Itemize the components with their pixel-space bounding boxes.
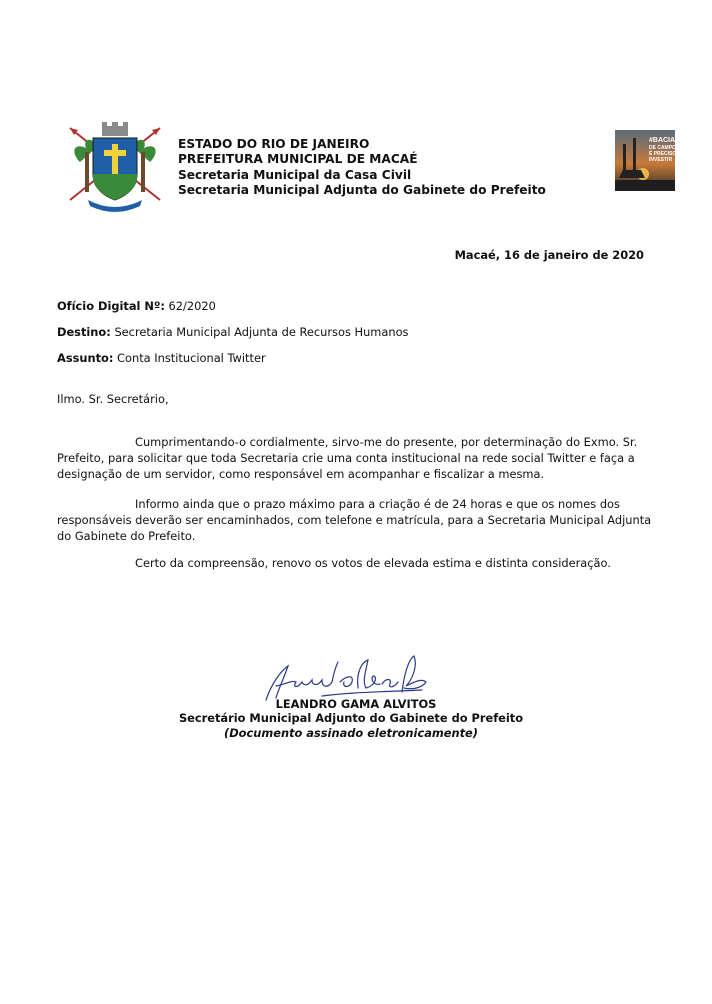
signer-title: Secretário Municipal Adjunto do Gabinete do Prefeito	[178, 711, 524, 725]
letterhead	[178, 137, 546, 199]
signer-name: LEANDRO GAMA ALVITOS	[275, 697, 437, 711]
destino-value: Secretaria Municipal Adjunta de Recursos Humanos	[114, 325, 409, 339]
document-date: Macaé, 16 de janeiro de 2020	[454, 248, 644, 262]
body-paragraph-3-text: Certo da compreensão, renovo os votos de elevada estima e distinta consideração.	[135, 556, 611, 570]
badge-text-4: INVESTIR	[649, 157, 673, 163]
assunto-label: Assunto:	[57, 351, 114, 365]
assunto-value: Conta Institucional Twitter	[117, 351, 266, 365]
salutation: Ilmo. Sr. Secretário,	[57, 392, 169, 406]
header-prefecture: PREFEITURA MUNICIPAL DE MACAÉ	[178, 152, 418, 167]
header-state: ESTADO DO RIO DE JANEIRO	[178, 137, 370, 151]
assunto-field	[57, 351, 266, 365]
header-secretariat: Secretaria Municipal da Casa Civil	[178, 167, 412, 182]
badge-text-1: #BACIA	[649, 137, 676, 144]
oficio-field	[57, 299, 216, 313]
oficio-label: Ofício Digital Nº:	[57, 299, 165, 313]
badge-text-2: DE CAMPOS	[649, 145, 680, 151]
destino-label: Destino:	[57, 325, 111, 339]
municipal-coat-of-arms	[66, 122, 164, 212]
body-paragraph-2-text: Informo ainda que o prazo máximo para a criação é de 24 horas e que os nomes dos responsáveis deverão ser encaminhados, com telefone e matrícula, para a Secretaria Municipal Adjunta do Gabinete do Prefeito.	[57, 497, 652, 543]
body-paragraph-1	[57, 434, 657, 482]
body-paragraph-3	[57, 555, 657, 571]
destino-field	[57, 325, 409, 339]
body-paragraph-2	[57, 496, 657, 544]
badge-text-3: É PRECISO	[649, 151, 677, 157]
oficio-value: 62/2020	[168, 299, 216, 313]
header-sub-secretariat: Secretaria Municipal Adjunta do Gabinete do Prefeito	[178, 183, 546, 198]
body-paragraph-1-text: Cumprimentando-o cordialmente, sirvo-me do presente, por determinação do Exmo. Sr. Prefeito, para solicitar que toda Secretaria crie uma conta institucional na rede social Twitter e faça a designação de um servidor, como responsável em acompanhar e fiscalizar a mesma.	[57, 435, 638, 481]
signer-note: (Documento assinado eletronicamente)	[224, 726, 478, 740]
bacia-de-campos-badge	[615, 130, 680, 191]
